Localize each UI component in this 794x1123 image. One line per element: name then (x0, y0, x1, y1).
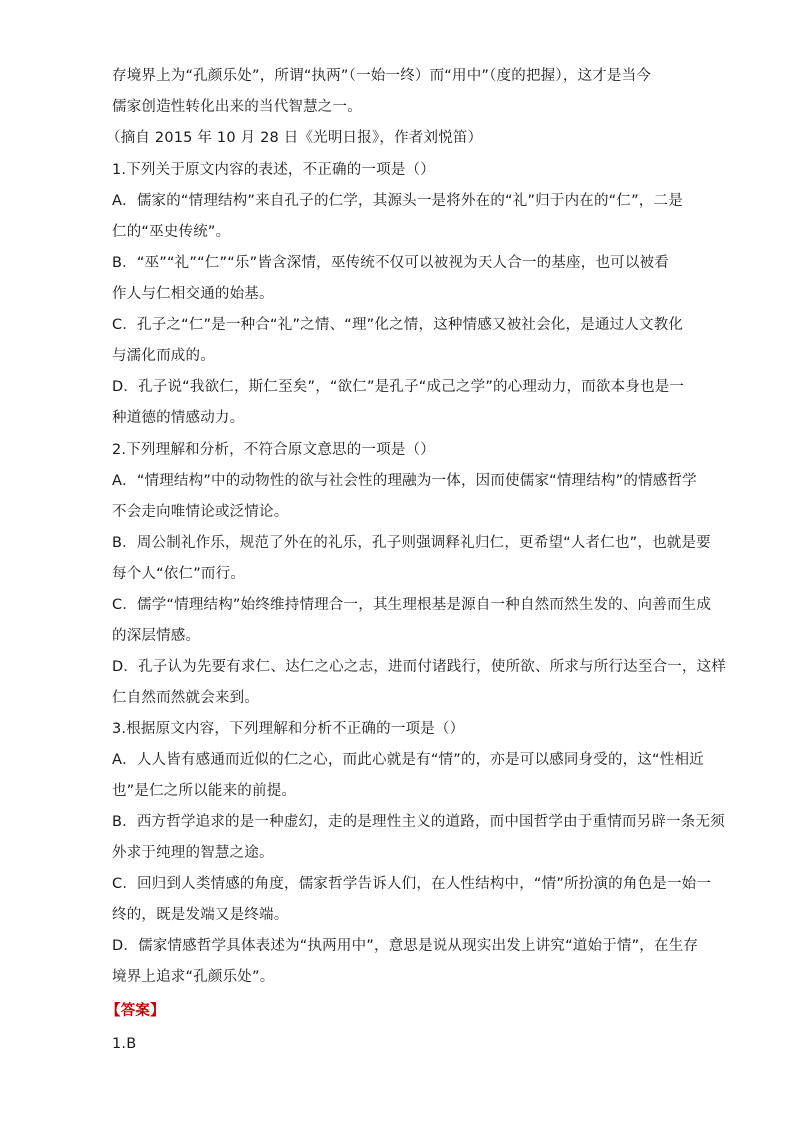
question-stem: 2.下列理解和分析，不符合原文意思的一项是（） (112, 442, 435, 458)
option-line: 仁自然而然就会来到。 (112, 690, 259, 706)
option-line: D．孔子说“我欲仁，斯仁至矣”，“欲仁”是孔子“成己之学”的心理动力，而欲本身也是一 (112, 379, 685, 395)
passage-line: 存境界上为“孔颜乐处”，所谓“执两”（一始一终）而“用中”（度的把握），这才是当今 (112, 68, 652, 84)
option-line: B．西方哲学追求的是一种虚幻，走的是理性主义的道路，而中国哲学由于重情而另辟一条无须 (112, 814, 725, 830)
answer-item: 1.B (112, 1036, 137, 1052)
option-line: 种道德的情感动力。 (112, 410, 245, 426)
option-line: 境界上追求“孔颜乐处”。 (112, 969, 275, 985)
option-line: D．孔子认为先要有求仁、达仁之心之志，进而付诸践行，使所欲、所求与所行达至合一，这样 (112, 659, 727, 675)
option-line: A．儒家的“情理结构”来自孔子的仁学，其源头一是将外在的“礼”归于内在的“仁”，二是 (112, 193, 683, 209)
option-line: 作人与仁相交通的始基。 (112, 286, 274, 302)
option-line: C．儒学“情理结构”始终维持情理合一，其生理根基是源自一种自然而然生发的、向善而生成 (112, 597, 712, 613)
question-stem: 3.根据原文内容，下列理解和分析不正确的一项是（） (112, 721, 465, 737)
option-line: 仁的“巫史传统”。 (112, 224, 231, 240)
option-line: A．“情理结构”中的动物性的欲与社会性的理融为一体，因而使儒家“情理结构”的情感哲学 (112, 473, 697, 489)
answer-heading: 【答案】 (106, 1003, 165, 1019)
option-line: 与濡化而成的。 (112, 348, 215, 364)
option-line: 不会走向唯情论或泛情论。 (112, 504, 289, 520)
option-line: D．儒家情感哲学具体表述为“执两用中”，意思是说从现实出发上讲究“道始于情”，在生存 (112, 938, 699, 954)
option-line: 每个人“依仁”而行。 (112, 566, 246, 582)
option-line: 的深层情感。 (112, 628, 201, 644)
question-stem: 1.下列关于原文内容的表述，不正确的一项是（） (112, 162, 435, 178)
source-citation: （摘自 2015 年 10 月 28 日《光明日报》，作者刘悦笛） (106, 130, 483, 146)
passage-line: 儒家创造性转化出来的当代智慧之一。 (112, 99, 362, 115)
option-line: C．回归到人类情感的角度，儒家哲学告诉人们，在人性结构中，“情”所扮演的角色是一始一 (112, 876, 712, 892)
option-line: A．人人皆有感通而近似的仁之心，而此心就是有“情”的，亦是可以感同身受的，这“性相近 (112, 752, 704, 768)
option-line: 外求于纯理的智慧之途。 (112, 845, 274, 861)
option-line: 也”是仁之所以能来的前提。 (112, 783, 297, 799)
option-line: 终的，既是发端又是终端。 (112, 907, 289, 923)
option-line: B．周公制礼作乐，规范了外在的礼乐，孔子则强调释礼归仁，更希望“人者仁也”，也就是要 (112, 535, 711, 551)
option-line: B．“巫”“礼”“仁”“乐”皆含深情，巫传统不仅可以被视为天人合一的基座，也可以被看 (112, 255, 669, 271)
option-line: C．孔子之“仁”是一种合“礼”之情、“理”化之情，这种情感又被社会化，是通过人文教化 (112, 317, 684, 333)
